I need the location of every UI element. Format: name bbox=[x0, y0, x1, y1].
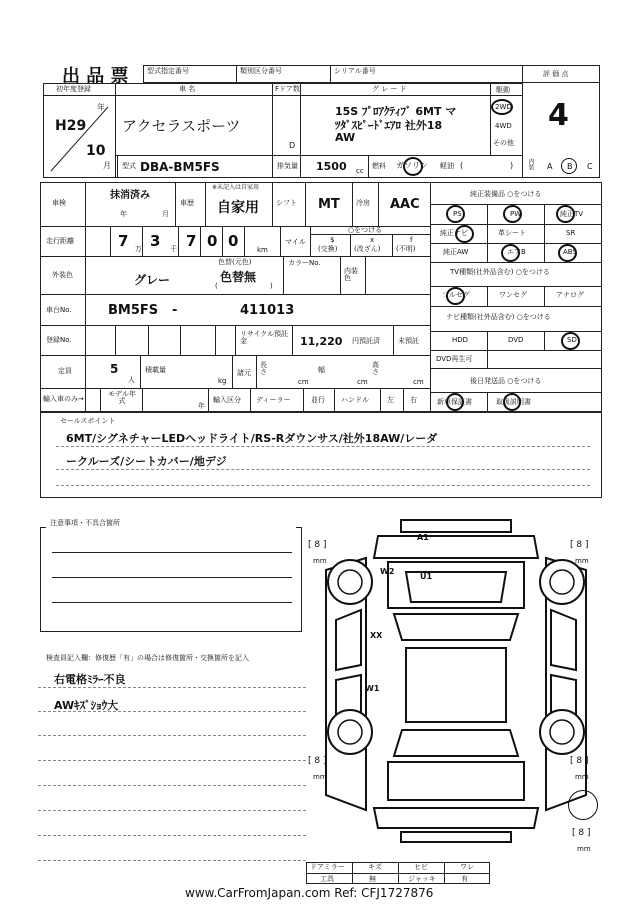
color-label: 外装色 bbox=[52, 271, 73, 279]
width-cm: cm bbox=[357, 378, 368, 386]
interior-b: B bbox=[567, 162, 573, 171]
serial-label: シリアル番号 bbox=[334, 67, 376, 75]
length-label: 長さ bbox=[260, 361, 267, 376]
recycle-unit: 円預託済 bbox=[352, 337, 380, 345]
interior-label: 内装 bbox=[527, 158, 534, 170]
drive-4wd: 4WD bbox=[495, 122, 512, 130]
recycle-unpaid: 未預託 bbox=[398, 337, 419, 345]
model-value: DBA-BM5FS bbox=[140, 160, 220, 174]
fuel-label: 燃料 bbox=[372, 162, 386, 170]
displacement-value: 1500 bbox=[316, 160, 347, 173]
legend-jack: ジャッキ bbox=[408, 875, 436, 883]
mark-label: ○をつける bbox=[348, 226, 383, 234]
equip-tv: 純正TV bbox=[560, 210, 584, 218]
footer-reference: www.CarFromJapan.com Ref: CFJ1727876 bbox=[185, 886, 434, 900]
import-parallel: 並行 bbox=[311, 396, 325, 404]
score-label: 評 価 点 bbox=[543, 70, 569, 78]
equip-pw-circle bbox=[503, 205, 522, 223]
equip-airbag: エアB bbox=[507, 248, 526, 256]
equip-airbag-circle bbox=[501, 244, 520, 262]
nav-hdd: HDD bbox=[452, 336, 469, 344]
capacity-value: 5 bbox=[110, 362, 119, 376]
paren-open: ( bbox=[460, 161, 464, 170]
mark-unknown: (不明) bbox=[396, 245, 416, 253]
first-reg-year: H29 bbox=[55, 118, 87, 134]
shift-value: MT bbox=[318, 197, 340, 212]
score-value: 4 bbox=[548, 98, 569, 133]
tv-analog: アナログ bbox=[556, 291, 584, 299]
mark-x: x bbox=[370, 236, 375, 244]
header-fields-box bbox=[143, 65, 523, 83]
equip-ps-circle bbox=[446, 205, 465, 223]
model-cert-label: 型式指定番号 bbox=[147, 67, 189, 75]
equipment-title: 純正装備品 ○をつける bbox=[470, 190, 542, 198]
mileage-km: km bbox=[257, 246, 268, 254]
car-name: アクセラスポーツ bbox=[122, 117, 241, 135]
damage-mark-u1: U1 bbox=[420, 572, 433, 581]
color-value: グレー bbox=[134, 273, 171, 287]
later-title: 後日発送品 ○をつける bbox=[470, 377, 542, 385]
mark-tamper: (改ざん) bbox=[354, 245, 381, 253]
equip-sr: SR bbox=[566, 229, 576, 237]
spare-tire-circle bbox=[568, 790, 598, 820]
import-dealer: ディーラー bbox=[256, 396, 291, 404]
interior-b-circle bbox=[561, 158, 577, 174]
length-cm: cm bbox=[298, 378, 309, 386]
equip-navi: 純正ナビ bbox=[440, 229, 468, 237]
color-change-paren-open: ( bbox=[215, 282, 218, 290]
legend-header-mirror: ドアミラー bbox=[310, 863, 345, 871]
grade-label: グ レ ー ド bbox=[372, 85, 407, 93]
color-no-label: カラーNo. bbox=[288, 259, 321, 267]
mileage-sen: 千 bbox=[170, 245, 177, 253]
mileage-label: 走行距離 bbox=[46, 237, 74, 245]
history-label: 車歴 bbox=[180, 199, 194, 207]
cc-unit: cc bbox=[356, 167, 364, 175]
year-unit: 年 bbox=[97, 103, 105, 112]
chassis-label: 車台No. bbox=[46, 306, 72, 314]
mileage-digit-3: 7 bbox=[186, 232, 197, 250]
inspection-month-unit: 月 bbox=[162, 210, 169, 218]
damage-mark-w1: W1 bbox=[365, 684, 380, 693]
dims-label: 諸元 bbox=[237, 369, 251, 377]
car-damage-diagram bbox=[306, 510, 606, 850]
inspection-year-unit: 年 bbox=[120, 210, 127, 218]
regno-label: 登録No. bbox=[46, 336, 72, 344]
handle-left: 左 bbox=[387, 396, 394, 404]
inspector-line2: AWｷｽﾞｼｮｳ大 bbox=[54, 699, 119, 712]
drive-2wd: 2WD bbox=[495, 103, 512, 111]
history-value: 自家用 bbox=[217, 200, 259, 216]
nav-dvd: DVD bbox=[508, 336, 524, 344]
tire-unit-spare: mm bbox=[577, 845, 591, 853]
handle-right: 右 bbox=[410, 396, 417, 404]
tv-oneseg: ワンセグ bbox=[499, 291, 527, 299]
inspection-label: 車検 bbox=[52, 199, 66, 207]
damage-mark-w2: W2 bbox=[380, 567, 395, 576]
equip-leather: 革シート bbox=[498, 229, 526, 237]
load-kg: kg bbox=[218, 377, 227, 385]
ac-label: 冷房 bbox=[356, 199, 370, 207]
width-label: 幅 bbox=[318, 366, 325, 374]
tire-unit-rl: mm bbox=[313, 773, 327, 781]
grade-line1: 15S ﾌﾟﾛｱｸﾃｨﾌﾞ 6MT マ bbox=[335, 105, 457, 118]
equip-ps: PS bbox=[453, 210, 462, 218]
dvd-label: DVD再生可 bbox=[436, 355, 473, 363]
recycle-label: リサイクル預託金 bbox=[240, 330, 289, 345]
fuel-value: ガソリン bbox=[396, 161, 428, 170]
legend-header-scratch: キズ bbox=[368, 863, 382, 871]
tv-fullseg-circle bbox=[446, 287, 465, 305]
tire-depth-spare: [ 8 ] bbox=[572, 828, 591, 838]
history-note: ※未記入は自家用 bbox=[212, 184, 260, 191]
legend-tools-value: 無 bbox=[369, 875, 376, 883]
notes-label: 注意事項・不具合箇所 bbox=[50, 519, 120, 527]
diesel-label: 軽油 bbox=[440, 162, 454, 170]
color-change-value: 色替無 bbox=[220, 270, 257, 284]
form-title: 出 品 票 bbox=[62, 66, 129, 87]
fuel-circle bbox=[403, 157, 423, 176]
model-year-unit: 年 bbox=[198, 402, 205, 410]
sales-label: セールスポイント bbox=[60, 417, 116, 425]
legend-jack-value: 有 bbox=[461, 875, 468, 883]
first-reg-label: 初年度登録 bbox=[56, 85, 91, 93]
paren-close: ) bbox=[510, 161, 514, 170]
equip-navi-circle bbox=[455, 225, 474, 243]
mileage-digit-1: 7 bbox=[118, 232, 129, 250]
ac-value: AAC bbox=[390, 197, 420, 212]
tire-depth-fr: [ 8 ] bbox=[570, 540, 589, 550]
recycle-value: 11,220 bbox=[300, 335, 343, 348]
drive-other: その他 bbox=[493, 139, 514, 147]
mile-label: マイル bbox=[285, 238, 306, 246]
mark-f: f bbox=[410, 236, 413, 244]
equip-tv-circle bbox=[556, 205, 575, 223]
color-change-paren-close: ) bbox=[270, 282, 273, 290]
damage-mark-a1: A1 bbox=[417, 533, 429, 542]
drive-2wd-circle bbox=[491, 99, 513, 115]
tv-fullseg: フルセグ bbox=[442, 291, 470, 299]
mark-dollar: $ bbox=[330, 236, 335, 244]
drive-label: 駆動 bbox=[496, 86, 510, 94]
tv-title: TV種類(社外品含む) ○をつける bbox=[450, 268, 550, 276]
interior-c: C bbox=[587, 162, 593, 171]
nav-sd-circle bbox=[561, 332, 580, 350]
inspector-line1: 右電格ﾐﾗｰ不良 bbox=[54, 673, 126, 686]
mark-exchange: (交換) bbox=[318, 245, 338, 253]
tire-unit-rr: mm bbox=[575, 773, 589, 781]
mileage-digit-5: 0 bbox=[228, 232, 239, 250]
grade-line3: AW bbox=[335, 131, 356, 144]
nav-sd: SD bbox=[567, 336, 577, 344]
mileage-digit-2: 3 bbox=[150, 232, 161, 250]
later-warranty-circle bbox=[446, 393, 464, 411]
sales-line2: ークルーズ/シートカバー/地デジ bbox=[66, 455, 227, 468]
later-manual-circle bbox=[503, 393, 521, 411]
sales-line1: 6MT/シグネチャーLEDヘッドライト/RS-Rダウンサス/社外18AW/レーダ bbox=[66, 432, 438, 445]
import-label: 輸入車のみ→ bbox=[43, 395, 84, 403]
load-label: 積載量 bbox=[145, 366, 166, 374]
car-name-label: 車 名 bbox=[179, 85, 196, 93]
equip-pw: PW bbox=[510, 210, 522, 218]
first-reg-month: 10 bbox=[86, 143, 106, 159]
model-year-label: モデル年式 bbox=[108, 390, 136, 405]
equip-abs-circle bbox=[558, 244, 577, 262]
import-type-label: 輸入区分 bbox=[213, 396, 241, 404]
doors-label: Fドア数 bbox=[275, 85, 300, 93]
legend-header-break: ワレ bbox=[460, 863, 474, 871]
inspector-label: 検査員記入欄：修復歴「有」の場合は修復箇所・交換箇所を記入 bbox=[46, 654, 249, 662]
handle-label: ハンドル bbox=[341, 396, 369, 404]
interior-color-label: 内装色 bbox=[344, 267, 358, 282]
legend-tools: 工具 bbox=[320, 875, 334, 883]
legend-header-crack: ヒビ bbox=[414, 863, 428, 871]
capacity-label: 定員 bbox=[58, 367, 72, 375]
displacement-label: 排気量 bbox=[277, 162, 298, 170]
later-manual: 取扱説明書 bbox=[496, 398, 531, 406]
month-unit: 月 bbox=[103, 161, 111, 170]
chassis-prefix: BM5FS bbox=[108, 303, 159, 318]
model-label: 型式 bbox=[122, 162, 136, 170]
chassis-dash: - bbox=[172, 303, 178, 318]
shift-label: シフト bbox=[276, 199, 297, 207]
category-label: 類別区分番号 bbox=[240, 67, 282, 75]
damage-mark-xx: XX bbox=[370, 631, 383, 640]
color-change-label: 色替(元色) bbox=[218, 258, 252, 266]
tire-depth-fl: [ 8 ] bbox=[308, 540, 327, 550]
later-warranty: 新車保証書 bbox=[437, 398, 472, 406]
tire-depth-rr: [ 8 ] bbox=[570, 756, 589, 766]
mileage-man: 万 bbox=[135, 245, 142, 253]
interior-a: A bbox=[547, 162, 553, 171]
tire-unit-fr: mm bbox=[575, 557, 589, 565]
height-cm: cm bbox=[413, 378, 424, 386]
person-unit: 人 bbox=[128, 376, 135, 384]
notes-box bbox=[40, 527, 302, 632]
height-label: 高さ bbox=[372, 361, 379, 376]
inspection-value: 抹消済み bbox=[110, 190, 150, 201]
equip-abs: ABS bbox=[563, 248, 577, 256]
doors-d: D bbox=[289, 141, 296, 150]
nav-title: ナビ種類(社外品含む) ○をつける bbox=[446, 313, 551, 321]
equip-aw: 純正AW bbox=[443, 248, 469, 256]
tire-unit-fl: mm bbox=[313, 557, 327, 565]
mileage-digit-4: 0 bbox=[207, 232, 218, 250]
tire-depth-rl: [ 8 ] bbox=[308, 756, 327, 766]
grade-line2: ﾂﾀﾞｽﾋﾟｰﾄﾞｴｱﾛ 社外18 bbox=[335, 119, 443, 132]
chassis-number: 411013 bbox=[240, 303, 295, 318]
